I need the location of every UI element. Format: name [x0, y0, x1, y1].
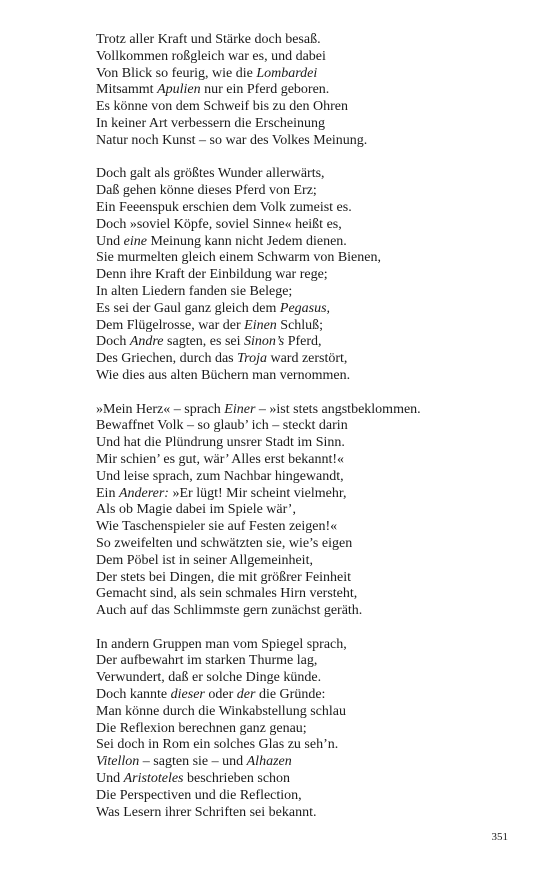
text-segment: Ein — [96, 485, 119, 501]
text-segment: Der aufbewahrt im starken Thurme lag, — [96, 653, 318, 669]
text-segment: Die Reflexion berechnen ganz genau; — [96, 720, 307, 736]
italic-text: Troja — [237, 351, 267, 367]
verse-line — [96, 670, 536, 687]
verse-line — [96, 418, 536, 435]
verse-line — [96, 334, 536, 351]
verse-line — [96, 435, 536, 452]
text-segment: Sei doch in Rom ein solches Glas zu seh’n. — [96, 737, 339, 753]
verse-line — [96, 553, 536, 570]
text-segment: Wie Taschenspieler sie auf Festen zeigen!« — [96, 519, 338, 535]
verse-line — [96, 754, 536, 771]
verse-line — [96, 234, 536, 251]
verse-line — [96, 49, 536, 66]
text-segment: Daß gehen könne dieses Pferd von Erz; — [96, 183, 317, 199]
text-segment: Mir schien’ es gut, wär’ Alles erst bekannt!« — [96, 451, 345, 467]
italic-text: Anderer: — [118, 485, 169, 501]
text-segment: Schluß; — [276, 317, 324, 333]
verse-line — [96, 368, 536, 385]
text-segment: Verwundert, daß er solche Dinge künde. — [96, 670, 322, 686]
italic-text: Sinon’s — [244, 334, 285, 350]
poem-text — [96, 32, 536, 838]
italic-text: Aristoteles — [123, 771, 184, 787]
italic-text: Vitellon — [96, 754, 140, 770]
text-segment: Doch »soviel Köpfe, soviel Sinne« heißt es, — [96, 216, 342, 232]
text-segment: Und leise sprach, zum Nachbar hingewandt, — [96, 468, 344, 484]
verse-line — [96, 771, 536, 788]
verse-line — [96, 133, 536, 150]
italic-text: Alhazen — [246, 754, 292, 770]
verse-line — [96, 570, 536, 587]
italic-text: Andre — [129, 334, 164, 350]
italic-text: Einen — [244, 317, 277, 333]
verse-line — [96, 805, 536, 822]
stanza — [96, 402, 536, 620]
text-segment: – »ist stets angstbeklommen. — [255, 401, 421, 417]
text-segment: die Gründe: — [255, 687, 326, 703]
verse-line — [96, 82, 536, 99]
text-segment: Was Lesern ihrer Schriften sei bekannt. — [96, 804, 317, 820]
text-segment: Pferd, — [284, 334, 322, 350]
verse-line — [96, 721, 536, 738]
text-segment: Und — [96, 771, 124, 787]
text-segment: Vollkommen roßgleich war es, und dabei — [96, 48, 326, 64]
verse-line — [96, 402, 536, 419]
verse-line — [96, 166, 536, 183]
text-segment: Doch — [96, 334, 130, 350]
verse-line — [96, 250, 536, 267]
text-segment: Es sei der Gaul ganz gleich dem — [96, 300, 280, 316]
text-segment: sagten, es sei — [163, 334, 245, 350]
text-segment: beschrieben schon — [183, 771, 291, 787]
text-segment: Die Perspectiven und die Reflection, — [96, 787, 302, 803]
italic-text: Lombardei — [256, 65, 318, 81]
text-segment: Dem Pöbel ist in seiner Allgemeinheit, — [96, 552, 313, 568]
verse-line — [96, 637, 536, 654]
text-segment: Man könne durch die Winkabstellung schlau — [96, 703, 346, 719]
text-segment: Denn ihre Kraft der Einbildung war rege; — [96, 267, 328, 283]
text-segment: Wie dies aus alten Büchern man vernommen. — [96, 367, 351, 383]
verse-line — [96, 469, 536, 486]
verse-line — [96, 99, 536, 116]
page-number: 351 — [491, 831, 508, 843]
text-segment: In andern Gruppen man vom Spiegel sprach, — [96, 636, 347, 652]
verse-line — [96, 183, 536, 200]
verse-line — [96, 217, 536, 234]
italic-text: eine — [123, 233, 147, 249]
text-segment: nur ein Pferd geboren. — [200, 82, 330, 98]
text-segment: Dem Flügelrosse, war der — [96, 317, 245, 333]
text-segment: Als ob Magie dabei im Spiele wär’, — [96, 502, 296, 518]
italic-text: der — [236, 687, 256, 703]
italic-text: Apulien — [157, 82, 201, 98]
text-segment: Doch galt als größtes Wunder allerwärts, — [96, 166, 325, 182]
text-segment: Und hat die Plündrung unsrer Stadt im Sinn. — [96, 435, 345, 451]
text-segment: ward zerstört, — [266, 351, 348, 367]
text-segment: So zweifelten und schwätzten sie, wie’s eigen — [96, 535, 353, 551]
verse-line — [96, 284, 536, 301]
text-segment: Bewaffnet Volk – so glaub’ ich – steckt darin — [96, 418, 348, 434]
verse-line — [96, 116, 536, 133]
stanza — [96, 637, 536, 822]
verse-line — [96, 603, 536, 620]
text-segment: Trotz aller Kraft und Stärke doch besaß. — [96, 32, 321, 47]
verse-line — [96, 788, 536, 805]
text-segment: In keiner Art verbessern die Erscheinung — [96, 115, 325, 131]
verse-line — [96, 351, 536, 368]
text-segment: »Er lügt! Mir scheint vielmehr, — [168, 485, 347, 501]
verse-line — [96, 200, 536, 217]
verse-line — [96, 586, 536, 603]
verse-line — [96, 653, 536, 670]
text-segment: Gemacht sind, als sein schmales Hirn versteht, — [96, 586, 358, 602]
verse-line — [96, 66, 536, 83]
text-segment: Natur noch Kunst – so war des Volkes Meinung. — [96, 132, 368, 148]
italic-text: dieser — [170, 687, 205, 703]
verse-line — [96, 32, 536, 49]
text-segment: Sie murmelten gleich einem Schwarm von Bienen, — [96, 250, 381, 266]
text-segment: Meinung kann nicht Jedem dienen. — [146, 233, 347, 249]
text-segment: Ein Feeenspuk erschien dem Volk zumeist es. — [96, 199, 352, 215]
text-segment: Auch auf das Schlimmste gern zunächst geräth. — [96, 603, 363, 619]
verse-line — [96, 737, 536, 754]
verse-line — [96, 318, 536, 335]
verse-line — [96, 301, 536, 318]
verse-line — [96, 486, 536, 503]
text-segment: Des Griechen, durch das — [96, 351, 238, 367]
text-segment: Es könne von dem Schweif bis zu den Ohren — [96, 99, 348, 115]
text-segment: Und — [96, 233, 124, 249]
italic-text: Einer — [224, 401, 256, 417]
text-segment: Der stets bei Dingen, die mit größrer Feinheit — [96, 569, 352, 585]
verse-line — [96, 267, 536, 284]
verse-line — [96, 704, 536, 721]
verse-line — [96, 687, 536, 704]
verse-line — [96, 536, 536, 553]
italic-text: Pegasus, — [279, 300, 331, 316]
verse-line — [96, 502, 536, 519]
text-segment: »Mein Herz« – sprach — [96, 401, 225, 417]
text-segment: In alten Liedern fanden sie Belege; — [96, 283, 293, 299]
text-segment: Doch kannte — [96, 687, 171, 703]
verse-line — [96, 519, 536, 536]
verse-line — [96, 452, 536, 469]
text-segment: Von Blick so feurig, wie die — [96, 65, 257, 81]
stanza — [96, 32, 536, 150]
text-segment: Mitsammt — [96, 82, 158, 98]
text-segment: – sagten sie – und — [139, 754, 247, 770]
stanza — [96, 166, 536, 384]
text-segment: oder — [204, 687, 237, 703]
